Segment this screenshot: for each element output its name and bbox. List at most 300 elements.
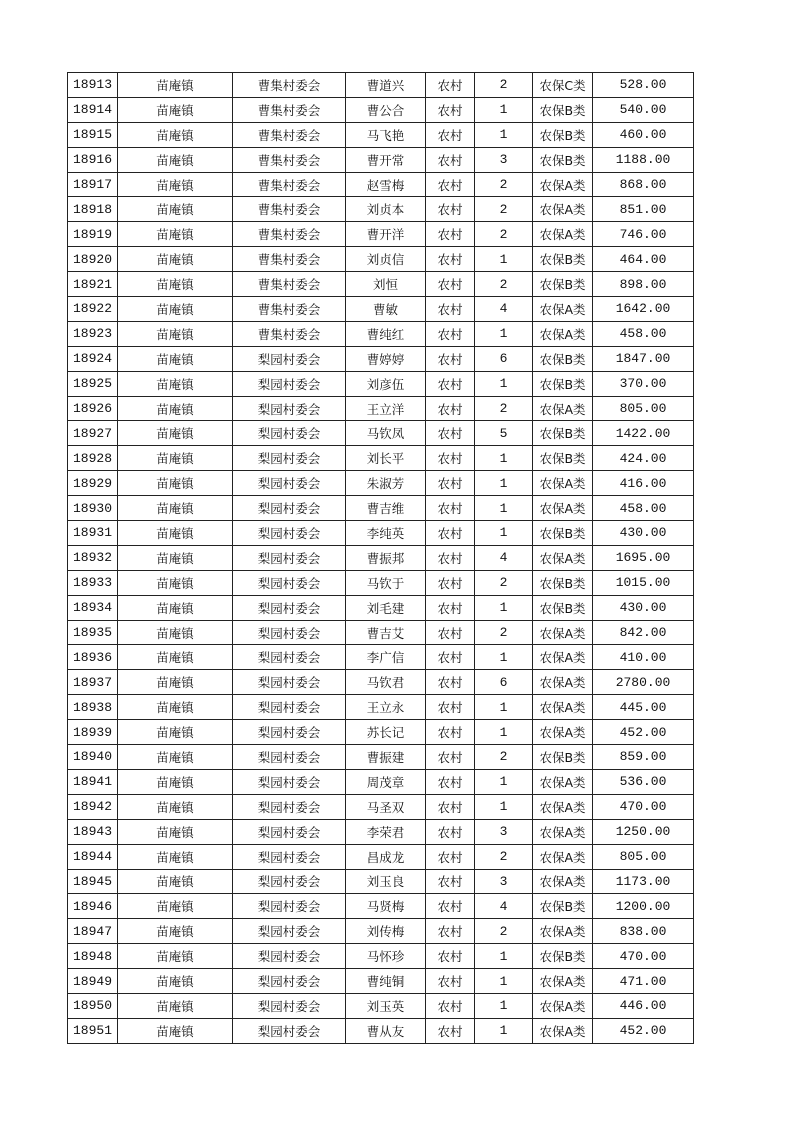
table-row xyxy=(68,595,694,620)
people-count-cell: 2 xyxy=(475,272,533,297)
name-cell: 刘贞信 xyxy=(346,247,426,272)
amount-cell: 452.00 xyxy=(593,720,694,745)
town-cell: 苗庵镇 xyxy=(118,695,233,720)
village-cell: 梨园村委会 xyxy=(233,496,346,521)
table-row xyxy=(68,496,694,521)
category-cell: 农保A类 xyxy=(533,471,593,496)
amount-cell: 851.00 xyxy=(593,197,694,222)
name-cell: 曹纯红 xyxy=(346,321,426,346)
amount-cell: 458.00 xyxy=(593,496,694,521)
row-id: 18921 xyxy=(68,272,118,297)
row-id: 18932 xyxy=(68,545,118,570)
name-cell: 刘传梅 xyxy=(346,919,426,944)
village-cell: 梨园村委会 xyxy=(233,894,346,919)
town-cell: 苗庵镇 xyxy=(118,1018,233,1043)
row-id: 18917 xyxy=(68,172,118,197)
household-type-cell: 农村 xyxy=(426,1018,475,1043)
town-cell: 苗庵镇 xyxy=(118,272,233,297)
name-cell: 曹开洋 xyxy=(346,222,426,247)
people-count-cell: 2 xyxy=(475,620,533,645)
table-row xyxy=(68,844,694,869)
row-id: 18938 xyxy=(68,695,118,720)
town-cell: 苗庵镇 xyxy=(118,595,233,620)
town-cell: 苗庵镇 xyxy=(118,97,233,122)
name-cell: 曹开常 xyxy=(346,147,426,172)
category-cell: 农保A类 xyxy=(533,197,593,222)
people-count-cell: 2 xyxy=(475,919,533,944)
category-cell: 农保B类 xyxy=(533,421,593,446)
household-type-cell: 农村 xyxy=(426,197,475,222)
household-type-cell: 农村 xyxy=(426,446,475,471)
category-cell: 农保A类 xyxy=(533,819,593,844)
household-type-cell: 农村 xyxy=(426,819,475,844)
table-body xyxy=(68,73,694,1044)
people-count-cell: 1 xyxy=(475,944,533,969)
village-cell: 曹集村委会 xyxy=(233,97,346,122)
category-cell: 农保A类 xyxy=(533,620,593,645)
amount-cell: 1695.00 xyxy=(593,545,694,570)
name-cell: 苏长记 xyxy=(346,720,426,745)
row-id: 18919 xyxy=(68,222,118,247)
category-cell: 农保B类 xyxy=(533,122,593,147)
name-cell: 刘长平 xyxy=(346,446,426,471)
table-row xyxy=(68,446,694,471)
household-type-cell: 农村 xyxy=(426,595,475,620)
town-cell: 苗庵镇 xyxy=(118,321,233,346)
row-id: 18950 xyxy=(68,993,118,1018)
village-cell: 梨园村委会 xyxy=(233,919,346,944)
people-count-cell: 1 xyxy=(475,122,533,147)
category-cell: 农保B类 xyxy=(533,371,593,396)
village-cell: 曹集村委会 xyxy=(233,122,346,147)
name-cell: 马怀珍 xyxy=(346,944,426,969)
category-cell: 农保A类 xyxy=(533,869,593,894)
people-count-cell: 1 xyxy=(475,1018,533,1043)
household-type-cell: 农村 xyxy=(426,222,475,247)
row-id: 18939 xyxy=(68,720,118,745)
amount-cell: 452.00 xyxy=(593,1018,694,1043)
village-cell: 曹集村委会 xyxy=(233,272,346,297)
amount-cell: 868.00 xyxy=(593,172,694,197)
table-row xyxy=(68,321,694,346)
village-cell: 梨园村委会 xyxy=(233,471,346,496)
table-row xyxy=(68,197,694,222)
household-type-cell: 农村 xyxy=(426,346,475,371)
category-cell: 农保A类 xyxy=(533,844,593,869)
category-cell: 农保A类 xyxy=(533,496,593,521)
town-cell: 苗庵镇 xyxy=(118,844,233,869)
category-cell: 农保A类 xyxy=(533,321,593,346)
people-count-cell: 1 xyxy=(475,521,533,546)
village-cell: 曹集村委会 xyxy=(233,297,346,322)
amount-cell: 1847.00 xyxy=(593,346,694,371)
row-id: 18923 xyxy=(68,321,118,346)
town-cell: 苗庵镇 xyxy=(118,869,233,894)
row-id: 18944 xyxy=(68,844,118,869)
town-cell: 苗庵镇 xyxy=(118,396,233,421)
town-cell: 苗庵镇 xyxy=(118,919,233,944)
people-count-cell: 3 xyxy=(475,147,533,172)
row-id: 18935 xyxy=(68,620,118,645)
table-row xyxy=(68,545,694,570)
table-row xyxy=(68,272,694,297)
people-count-cell: 1 xyxy=(475,371,533,396)
amount-cell: 1422.00 xyxy=(593,421,694,446)
category-cell: 农保A类 xyxy=(533,670,593,695)
household-type-cell: 农村 xyxy=(426,122,475,147)
amount-cell: 1173.00 xyxy=(593,869,694,894)
town-cell: 苗庵镇 xyxy=(118,421,233,446)
household-type-cell: 农村 xyxy=(426,172,475,197)
people-count-cell: 4 xyxy=(475,297,533,322)
table-row xyxy=(68,222,694,247)
category-cell: 农保B类 xyxy=(533,745,593,770)
category-cell: 农保A类 xyxy=(533,969,593,994)
row-id: 18918 xyxy=(68,197,118,222)
table-row xyxy=(68,869,694,894)
table-row xyxy=(68,695,694,720)
category-cell: 农保C类 xyxy=(533,73,593,98)
row-id: 18941 xyxy=(68,769,118,794)
town-cell: 苗庵镇 xyxy=(118,147,233,172)
village-cell: 曹集村委会 xyxy=(233,197,346,222)
village-cell: 梨园村委会 xyxy=(233,346,346,371)
town-cell: 苗庵镇 xyxy=(118,346,233,371)
people-count-cell: 1 xyxy=(475,496,533,521)
name-cell: 刘毛建 xyxy=(346,595,426,620)
name-cell: 马圣双 xyxy=(346,794,426,819)
name-cell: 曹纯铜 xyxy=(346,969,426,994)
people-count-cell: 1 xyxy=(475,645,533,670)
row-id: 18913 xyxy=(68,73,118,98)
town-cell: 苗庵镇 xyxy=(118,297,233,322)
village-cell: 梨园村委会 xyxy=(233,595,346,620)
table-row xyxy=(68,670,694,695)
row-id: 18951 xyxy=(68,1018,118,1043)
name-cell: 刘恒 xyxy=(346,272,426,297)
village-cell: 梨园村委会 xyxy=(233,944,346,969)
table-row xyxy=(68,147,694,172)
table-row xyxy=(68,371,694,396)
people-count-cell: 1 xyxy=(475,769,533,794)
table-row xyxy=(68,944,694,969)
amount-cell: 470.00 xyxy=(593,944,694,969)
people-count-cell: 1 xyxy=(475,969,533,994)
row-id: 18933 xyxy=(68,570,118,595)
village-cell: 梨园村委会 xyxy=(233,570,346,595)
name-cell: 曹吉艾 xyxy=(346,620,426,645)
people-count-cell: 1 xyxy=(475,247,533,272)
household-type-cell: 农村 xyxy=(426,371,475,396)
town-cell: 苗庵镇 xyxy=(118,172,233,197)
amount-cell: 805.00 xyxy=(593,396,694,421)
row-id: 18942 xyxy=(68,794,118,819)
name-cell: 曹从友 xyxy=(346,1018,426,1043)
household-type-cell: 农村 xyxy=(426,471,475,496)
name-cell: 李荣君 xyxy=(346,819,426,844)
category-cell: 农保A类 xyxy=(533,794,593,819)
category-cell: 农保A类 xyxy=(533,297,593,322)
table-row xyxy=(68,819,694,844)
town-cell: 苗庵镇 xyxy=(118,745,233,770)
row-id: 18915 xyxy=(68,122,118,147)
people-count-cell: 6 xyxy=(475,346,533,371)
town-cell: 苗庵镇 xyxy=(118,545,233,570)
household-type-cell: 农村 xyxy=(426,97,475,122)
name-cell: 曹吉维 xyxy=(346,496,426,521)
name-cell: 马钦君 xyxy=(346,670,426,695)
people-count-cell: 3 xyxy=(475,869,533,894)
town-cell: 苗庵镇 xyxy=(118,969,233,994)
household-type-cell: 农村 xyxy=(426,969,475,994)
people-count-cell: 1 xyxy=(475,695,533,720)
amount-cell: 1642.00 xyxy=(593,297,694,322)
people-count-cell: 4 xyxy=(475,545,533,570)
village-cell: 梨园村委会 xyxy=(233,969,346,994)
table-row xyxy=(68,919,694,944)
name-cell: 曹敏 xyxy=(346,297,426,322)
people-count-cell: 2 xyxy=(475,197,533,222)
beneficiary-table xyxy=(67,72,694,1044)
town-cell: 苗庵镇 xyxy=(118,993,233,1018)
category-cell: 农保A类 xyxy=(533,222,593,247)
amount-cell: 458.00 xyxy=(593,321,694,346)
household-type-cell: 农村 xyxy=(426,869,475,894)
amount-cell: 370.00 xyxy=(593,371,694,396)
row-id: 18925 xyxy=(68,371,118,396)
name-cell: 曹振邦 xyxy=(346,545,426,570)
town-cell: 苗庵镇 xyxy=(118,570,233,595)
people-count-cell: 1 xyxy=(475,794,533,819)
village-cell: 梨园村委会 xyxy=(233,794,346,819)
household-type-cell: 农村 xyxy=(426,396,475,421)
table-row xyxy=(68,97,694,122)
amount-cell: 430.00 xyxy=(593,521,694,546)
name-cell: 李广信 xyxy=(346,645,426,670)
amount-cell: 1015.00 xyxy=(593,570,694,595)
people-count-cell: 1 xyxy=(475,595,533,620)
row-id: 18922 xyxy=(68,297,118,322)
people-count-cell: 2 xyxy=(475,222,533,247)
village-cell: 曹集村委会 xyxy=(233,321,346,346)
people-count-cell: 2 xyxy=(475,172,533,197)
amount-cell: 805.00 xyxy=(593,844,694,869)
household-type-cell: 农村 xyxy=(426,321,475,346)
village-cell: 曹集村委会 xyxy=(233,73,346,98)
village-cell: 梨园村委会 xyxy=(233,993,346,1018)
category-cell: 农保B类 xyxy=(533,247,593,272)
name-cell: 赵雪梅 xyxy=(346,172,426,197)
name-cell: 王立洋 xyxy=(346,396,426,421)
name-cell: 王立永 xyxy=(346,695,426,720)
amount-cell: 471.00 xyxy=(593,969,694,994)
household-type-cell: 农村 xyxy=(426,247,475,272)
category-cell: 农保A类 xyxy=(533,396,593,421)
row-id: 18943 xyxy=(68,819,118,844)
category-cell: 农保A类 xyxy=(533,545,593,570)
category-cell: 农保A类 xyxy=(533,645,593,670)
amount-cell: 746.00 xyxy=(593,222,694,247)
table-row xyxy=(68,894,694,919)
town-cell: 苗庵镇 xyxy=(118,197,233,222)
town-cell: 苗庵镇 xyxy=(118,222,233,247)
household-type-cell: 农村 xyxy=(426,944,475,969)
row-id: 18937 xyxy=(68,670,118,695)
amount-cell: 424.00 xyxy=(593,446,694,471)
household-type-cell: 农村 xyxy=(426,620,475,645)
category-cell: 农保B类 xyxy=(533,346,593,371)
table-row xyxy=(68,645,694,670)
village-cell: 梨园村委会 xyxy=(233,396,346,421)
name-cell: 朱淑芳 xyxy=(346,471,426,496)
name-cell: 马飞艳 xyxy=(346,122,426,147)
table-row xyxy=(68,745,694,770)
amount-cell: 1250.00 xyxy=(593,819,694,844)
table-row xyxy=(68,396,694,421)
people-count-cell: 4 xyxy=(475,894,533,919)
table-row xyxy=(68,969,694,994)
people-count-cell: 2 xyxy=(475,73,533,98)
table-row xyxy=(68,769,694,794)
household-type-cell: 农村 xyxy=(426,919,475,944)
town-cell: 苗庵镇 xyxy=(118,73,233,98)
people-count-cell: 6 xyxy=(475,670,533,695)
village-cell: 梨园村委会 xyxy=(233,695,346,720)
household-type-cell: 农村 xyxy=(426,695,475,720)
town-cell: 苗庵镇 xyxy=(118,247,233,272)
name-cell: 刘玉英 xyxy=(346,993,426,1018)
village-cell: 曹集村委会 xyxy=(233,222,346,247)
town-cell: 苗庵镇 xyxy=(118,720,233,745)
category-cell: 农保B类 xyxy=(533,944,593,969)
amount-cell: 460.00 xyxy=(593,122,694,147)
people-count-cell: 1 xyxy=(475,321,533,346)
row-id: 18926 xyxy=(68,396,118,421)
category-cell: 农保B类 xyxy=(533,147,593,172)
household-type-cell: 农村 xyxy=(426,421,475,446)
household-type-cell: 农村 xyxy=(426,521,475,546)
people-count-cell: 1 xyxy=(475,720,533,745)
household-type-cell: 农村 xyxy=(426,769,475,794)
village-cell: 梨园村委会 xyxy=(233,521,346,546)
amount-cell: 1188.00 xyxy=(593,147,694,172)
town-cell: 苗庵镇 xyxy=(118,645,233,670)
amount-cell: 445.00 xyxy=(593,695,694,720)
household-type-cell: 农村 xyxy=(426,670,475,695)
town-cell: 苗庵镇 xyxy=(118,670,233,695)
amount-cell: 2780.00 xyxy=(593,670,694,695)
table-row xyxy=(68,172,694,197)
name-cell: 马钦凤 xyxy=(346,421,426,446)
row-id: 18930 xyxy=(68,496,118,521)
name-cell: 曹振建 xyxy=(346,745,426,770)
amount-cell: 410.00 xyxy=(593,645,694,670)
amount-cell: 540.00 xyxy=(593,97,694,122)
household-type-cell: 农村 xyxy=(426,645,475,670)
household-type-cell: 农村 xyxy=(426,993,475,1018)
town-cell: 苗庵镇 xyxy=(118,122,233,147)
village-cell: 梨园村委会 xyxy=(233,545,346,570)
village-cell: 梨园村委会 xyxy=(233,869,346,894)
village-cell: 曹集村委会 xyxy=(233,147,346,172)
household-type-cell: 农村 xyxy=(426,570,475,595)
name-cell: 马贤梅 xyxy=(346,894,426,919)
row-id: 18924 xyxy=(68,346,118,371)
name-cell: 昌成龙 xyxy=(346,844,426,869)
category-cell: 农保A类 xyxy=(533,919,593,944)
village-cell: 曹集村委会 xyxy=(233,247,346,272)
row-id: 18945 xyxy=(68,869,118,894)
name-cell: 曹婷婷 xyxy=(346,346,426,371)
household-type-cell: 农村 xyxy=(426,496,475,521)
amount-cell: 842.00 xyxy=(593,620,694,645)
people-count-cell: 2 xyxy=(475,570,533,595)
amount-cell: 528.00 xyxy=(593,73,694,98)
row-id: 18948 xyxy=(68,944,118,969)
people-count-cell: 2 xyxy=(475,745,533,770)
town-cell: 苗庵镇 xyxy=(118,794,233,819)
amount-cell: 898.00 xyxy=(593,272,694,297)
category-cell: 农保A类 xyxy=(533,172,593,197)
household-type-cell: 农村 xyxy=(426,545,475,570)
amount-cell: 1200.00 xyxy=(593,894,694,919)
row-id: 18927 xyxy=(68,421,118,446)
people-count-cell: 3 xyxy=(475,819,533,844)
town-cell: 苗庵镇 xyxy=(118,471,233,496)
town-cell: 苗庵镇 xyxy=(118,496,233,521)
household-type-cell: 农村 xyxy=(426,720,475,745)
village-cell: 梨园村委会 xyxy=(233,421,346,446)
town-cell: 苗庵镇 xyxy=(118,446,233,471)
town-cell: 苗庵镇 xyxy=(118,371,233,396)
village-cell: 梨园村委会 xyxy=(233,720,346,745)
row-id: 18931 xyxy=(68,521,118,546)
row-id: 18947 xyxy=(68,919,118,944)
name-cell: 刘玉良 xyxy=(346,869,426,894)
village-cell: 梨园村委会 xyxy=(233,769,346,794)
household-type-cell: 农村 xyxy=(426,147,475,172)
row-id: 18914 xyxy=(68,97,118,122)
people-count-cell: 1 xyxy=(475,446,533,471)
category-cell: 农保A类 xyxy=(533,695,593,720)
name-cell: 曹道兴 xyxy=(346,73,426,98)
table-row xyxy=(68,720,694,745)
row-id: 18949 xyxy=(68,969,118,994)
name-cell: 刘彦伍 xyxy=(346,371,426,396)
table-row xyxy=(68,247,694,272)
category-cell: 农保B类 xyxy=(533,446,593,471)
table-row xyxy=(68,122,694,147)
village-cell: 梨园村委会 xyxy=(233,844,346,869)
category-cell: 农保B类 xyxy=(533,570,593,595)
amount-cell: 859.00 xyxy=(593,745,694,770)
town-cell: 苗庵镇 xyxy=(118,769,233,794)
village-cell: 梨园村委会 xyxy=(233,1018,346,1043)
people-count-cell: 1 xyxy=(475,97,533,122)
table-row xyxy=(68,421,694,446)
row-id: 18936 xyxy=(68,645,118,670)
amount-cell: 416.00 xyxy=(593,471,694,496)
amount-cell: 446.00 xyxy=(593,993,694,1018)
table-row xyxy=(68,346,694,371)
people-count-cell: 1 xyxy=(475,471,533,496)
name-cell: 李纯英 xyxy=(346,521,426,546)
category-cell: 农保B类 xyxy=(533,97,593,122)
village-cell: 梨园村委会 xyxy=(233,371,346,396)
village-cell: 梨园村委会 xyxy=(233,645,346,670)
people-count-cell: 2 xyxy=(475,844,533,869)
amount-cell: 464.00 xyxy=(593,247,694,272)
